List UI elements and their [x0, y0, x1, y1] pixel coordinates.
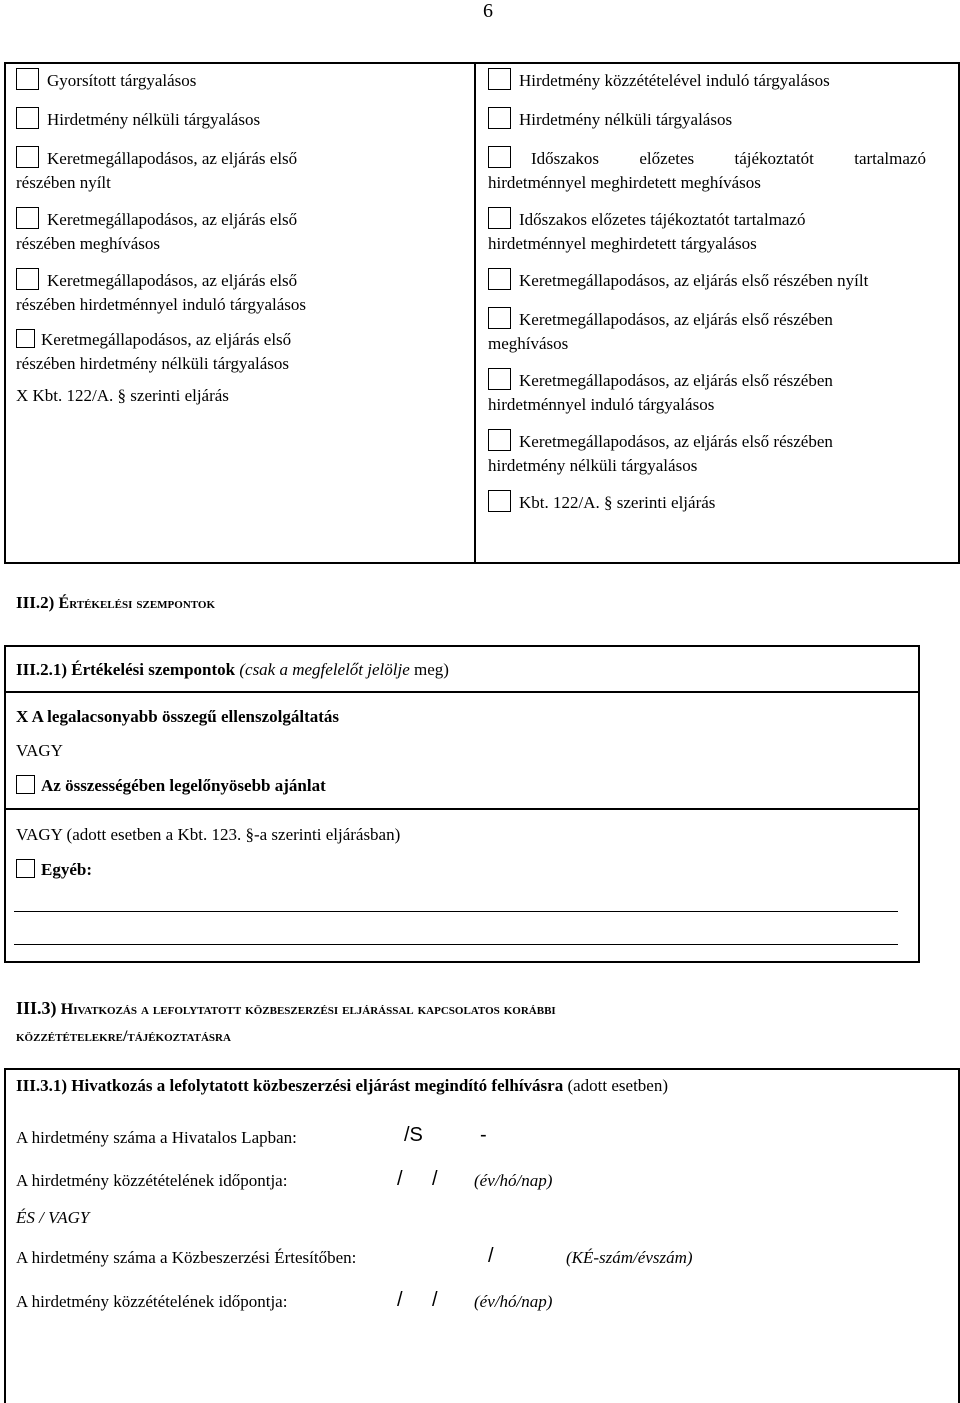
- proc-left-option-4[interactable]: Keretmegállapodásos, az eljárás első részében meghívásos: [16, 207, 466, 256]
- criterion-other[interactable]: Egyéb:: [16, 859, 92, 880]
- fill-in-line: [14, 911, 898, 912]
- proc-right-option-7[interactable]: Keretmegállapodásos, az eljárás első részében hirdetménnyel induló tárgyalásos: [488, 368, 926, 417]
- checkbox[interactable]: [16, 107, 39, 129]
- checkbox[interactable]: [488, 268, 511, 290]
- criterion-best-value[interactable]: Az összességében legelőnyösebb ajánlat: [16, 775, 326, 796]
- divider: [4, 691, 920, 693]
- divider: [4, 808, 920, 810]
- section-heading-iii-3: III.3) Hivatkozás a lefolytatott közbeszerzési eljárással kapcsolatos korábbi közzétételekre/tájékoztatásra: [16, 998, 556, 1045]
- checkbox[interactable]: [16, 146, 39, 168]
- date-slash-2: /: [432, 1168, 438, 1190]
- prior-publication-subheading: III.3.1) Hivatkozás a lefolytatott közbeszerzési eljárást megindító felhívásra (adott esetben): [16, 1076, 669, 1095]
- ke-date-label: A hirdetmény közzétételének időpontja:: [16, 1292, 288, 1311]
- or-label-2: VAGY (adott esetben a Kbt. 123. §-a szerinti eljárásban): [16, 825, 401, 844]
- ojeu-dash: -: [480, 1124, 487, 1146]
- checkbox[interactable]: [488, 490, 511, 512]
- date-slash-3: /: [397, 1289, 403, 1311]
- checkbox[interactable]: [488, 146, 511, 168]
- proc-left-marked-option[interactable]: X Kbt. 122/A. § szerinti eljárás: [16, 386, 229, 405]
- date-format-hint-2: (év/hó/nap): [474, 1292, 553, 1311]
- proc-right-option-8[interactable]: Keretmegállapodásos, az eljárás első részében hirdetmény nélküli tárgyalásos: [488, 429, 926, 478]
- and-or-label: ÉS / VAGY: [16, 1208, 90, 1227]
- checkbox[interactable]: [16, 329, 35, 348]
- checkbox[interactable]: [16, 775, 35, 794]
- proc-right-option-6[interactable]: Keretmegállapodásos, az eljárás első részében meghívásos: [488, 307, 926, 356]
- checkbox[interactable]: [488, 207, 511, 229]
- proc-right-option-3[interactable]: Időszakos előzetes tájékoztatót tartalmazó hirdetménnyel meghirdetett meghívásos: [488, 146, 926, 195]
- ojeu-date-label: A hirdetmény közzétételének időpontja:: [16, 1171, 288, 1190]
- checkbox[interactable]: [488, 368, 511, 390]
- checkbox[interactable]: [16, 68, 39, 90]
- checkbox[interactable]: [16, 859, 35, 878]
- proc-right-option-9[interactable]: Kbt. 122/A. § szerinti eljárás: [488, 490, 926, 515]
- ojeu-s-marker: /S: [404, 1124, 423, 1146]
- proc-right-option-5[interactable]: Keretmegállapodásos, az eljárás első részében nyílt: [488, 268, 926, 293]
- evaluation-subheading: III.2.1) Értékelési szempontok (csak a megfelelőt jelölje meg): [16, 660, 449, 679]
- date-format-hint: (év/hó/nap): [474, 1171, 553, 1190]
- date-slash-4: /: [432, 1289, 438, 1311]
- proc-right-option-2[interactable]: Hirdetmény nélküli tárgyalásos: [488, 107, 926, 132]
- ke-notice-number-label: A hirdetmény száma a Közbeszerzési Értesítőben:: [16, 1248, 357, 1267]
- criterion-lowest-price[interactable]: X A legalacsonyabb összegű ellenszolgáltatás: [16, 707, 340, 726]
- prior-publication-box: [4, 1068, 960, 1403]
- or-label: VAGY: [16, 741, 63, 760]
- checkbox[interactable]: [16, 207, 39, 229]
- checkbox[interactable]: [488, 107, 511, 129]
- checkbox[interactable]: [16, 268, 39, 290]
- fill-in-line: [14, 944, 898, 945]
- proc-left-option-6[interactable]: Keretmegállapodásos, az eljárás első részében hirdetmény nélküli tárgyalásos: [16, 330, 292, 373]
- page-number: 6: [483, 0, 493, 22]
- proc-right-option-4[interactable]: Időszakos előzetes tájékoztatót tartalmazó hirdetménnyel meghirdetett tárgyalásos: [488, 207, 926, 256]
- ojeu-notice-number-label: A hirdetmény száma a Hivatalos Lapban:: [16, 1128, 297, 1147]
- ke-format-hint: (KÉ-szám/évszám): [566, 1248, 693, 1267]
- ke-slash: /: [488, 1245, 494, 1267]
- proc-left-option-5[interactable]: Keretmegállapodásos, az eljárás első részében hirdetménnyel induló tárgyalásos: [16, 268, 466, 317]
- proc-left-option-3[interactable]: Keretmegállapodásos, az eljárás első részében nyílt: [16, 146, 466, 195]
- checkbox[interactable]: [488, 68, 511, 90]
- proc-left-option-1[interactable]: Gyorsított tárgyalásos: [16, 68, 466, 93]
- checkbox[interactable]: [488, 307, 511, 329]
- proc-left-option-2[interactable]: Hirdetmény nélküli tárgyalásos: [16, 107, 466, 132]
- date-slash-1: /: [397, 1168, 403, 1190]
- section-heading-iii-2: III.2) Értékelési szempontok: [16, 593, 216, 612]
- proc-right-option-1[interactable]: Hirdetmény közzétételével induló tárgyalásos: [488, 68, 926, 93]
- checkbox[interactable]: [488, 429, 511, 451]
- procedure-table-divider: [474, 62, 476, 564]
